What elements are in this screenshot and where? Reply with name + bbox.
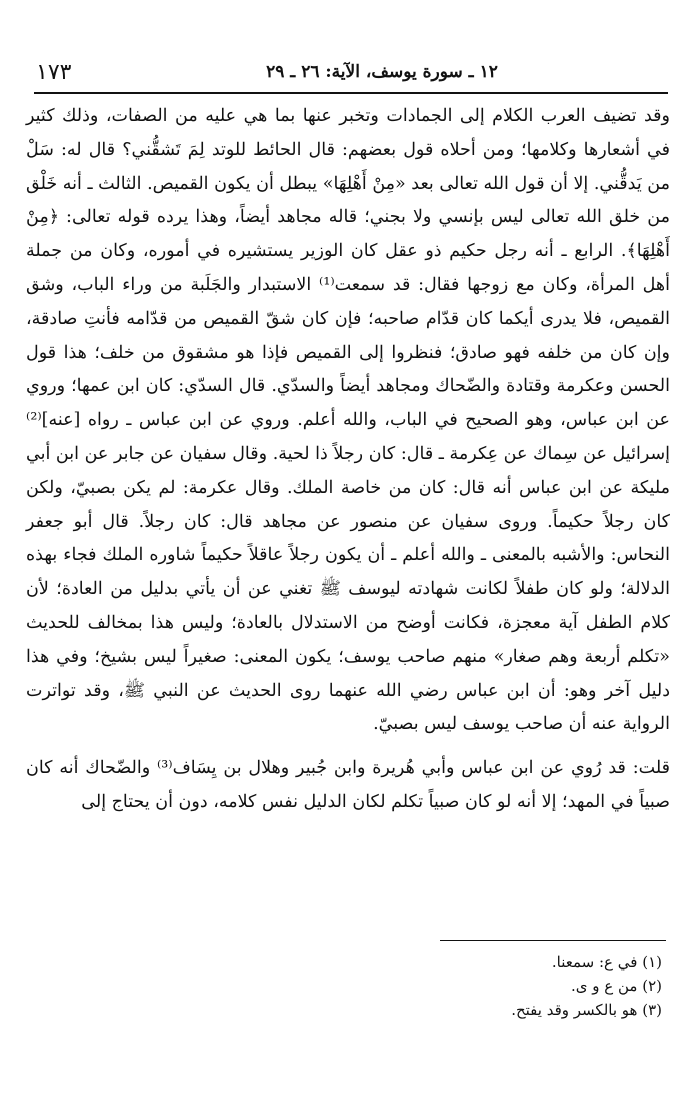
running-title: ١٢ ـ سورة يوسف، الآية: ٢٦ ـ ٢٩ <box>266 62 498 82</box>
footnote: (٢) من ع و ى. <box>570 977 662 995</box>
footnote: (١) في ع: سمعنا. <box>551 953 662 971</box>
footnote: (٣) هو بالكسر وقد يفتح. <box>511 1001 662 1019</box>
footnotes <box>262 950 662 1022</box>
footnote-divider <box>440 940 666 941</box>
body-paragraph: وقد تضيف العرب الكلام إلى الجمادات وتخبر عنها بما هي عليه من الصفات، وذلك كثير في أشعارها وكلامها؛ ومن أحلاه قول بعضهم: قال الحائط للوتد لِمَ تَشقُّني؟ قال له: سَلْ من يَدقُّني. إلا أن قول الله تعالى بعد «مِنْ أَهْلِهَا» يبطل أن يكون القميص. الثالث ـ أنه خَلْق من خلق الله تعالى ليس بإنسي ولا بجني؛ قاله مجاهد أيضاً، وهذا يرده قوله تعالى: ﴿مِنْ أَهْلِهَا﴾. الرابع ـ أنه رجل حكيم ذو عقل كان الوزير يستشيره في أموره، وكان من جملة أهل المرأة، وكان مع زوجها فقال: قد سمعت⁽¹⁾ الاستبدار والجَلَبة من وراء الباب، وشق القميص، فلا يدرى أيكما كان قدّام صاحبه؛ فإن كان شقّ القميص من قدّامه فأنتِ صادقة، وإن كان من خلفه فهو صادق؛ فنظروا إلى القميص فإذا هو مشقوق من خلف؛ هذا قول الحسن وعكرمة وقتادة والضّحاك ومجاهد أيضاً والسدّي. قال السدّي: كان ابن عمها؛ وروي عن ابن عباس، وهو الصحيح في الباب، والله أعلم. وروي عن ابن عباس ـ رواه [عنه]⁽²⁾ إسرائيل عن سِماك عن عِكرمة ـ قال: كان رجلاً ذا لحية. وقال سفيان عن جابر عن ابن أبي مليكة عن ابن عباس أنه قال: كان من خاصة الملك. وقال عكرمة: لم يكن بصبيّ، ولكن كان رجلاً حكيماً. وروى سفيان عن منصور عن مجاهد قال: كان رجلاً. قال أبو جعفر النحاس: والأشبه بالمعنى ـ والله أعلم ـ أن يكون رجلاً عاقلاً حكيماً شاوره الملك فجاء بهذه الدلالة؛ ولو كان طفلاً لكانت شهادته ليوسف ﷺ تغني عن أن يأتي بدليل من العادة؛ لأن كلام الطفل آية معجزة، فكانت أوضح من الاستدلال بالعادة؛ وليس هذا بمخالف للحديث «تكلم أربعة وهم صغار» منهم صاحب يوسف؛ يكون المعنى: صغيراً ليس بشيخ؛ وفي هذا دليل آخر وهو: أن ابن عباس رضي الله عنهما روى الحديث عن النبي ﷺ، وقد تواترت الرواية عنه أن صاحب يوسف ليس بصبيّ. <box>26 106 671 735</box>
main-text <box>26 100 670 820</box>
header-divider <box>34 92 668 94</box>
body-paragraph: قلت: قد رُوي عن ابن عباس وأبي هُريرة وابن جُبير وهلال بن يِسَاف⁽³⁾ والضّحاك أنه كان صبياً في المهد؛ إلا أنه لو كان صبياً تكلم لكان الدليل نفس كلامه، دون أن يحتاج إلى <box>26 758 670 812</box>
page-number: ١٧٣ <box>36 60 72 85</box>
